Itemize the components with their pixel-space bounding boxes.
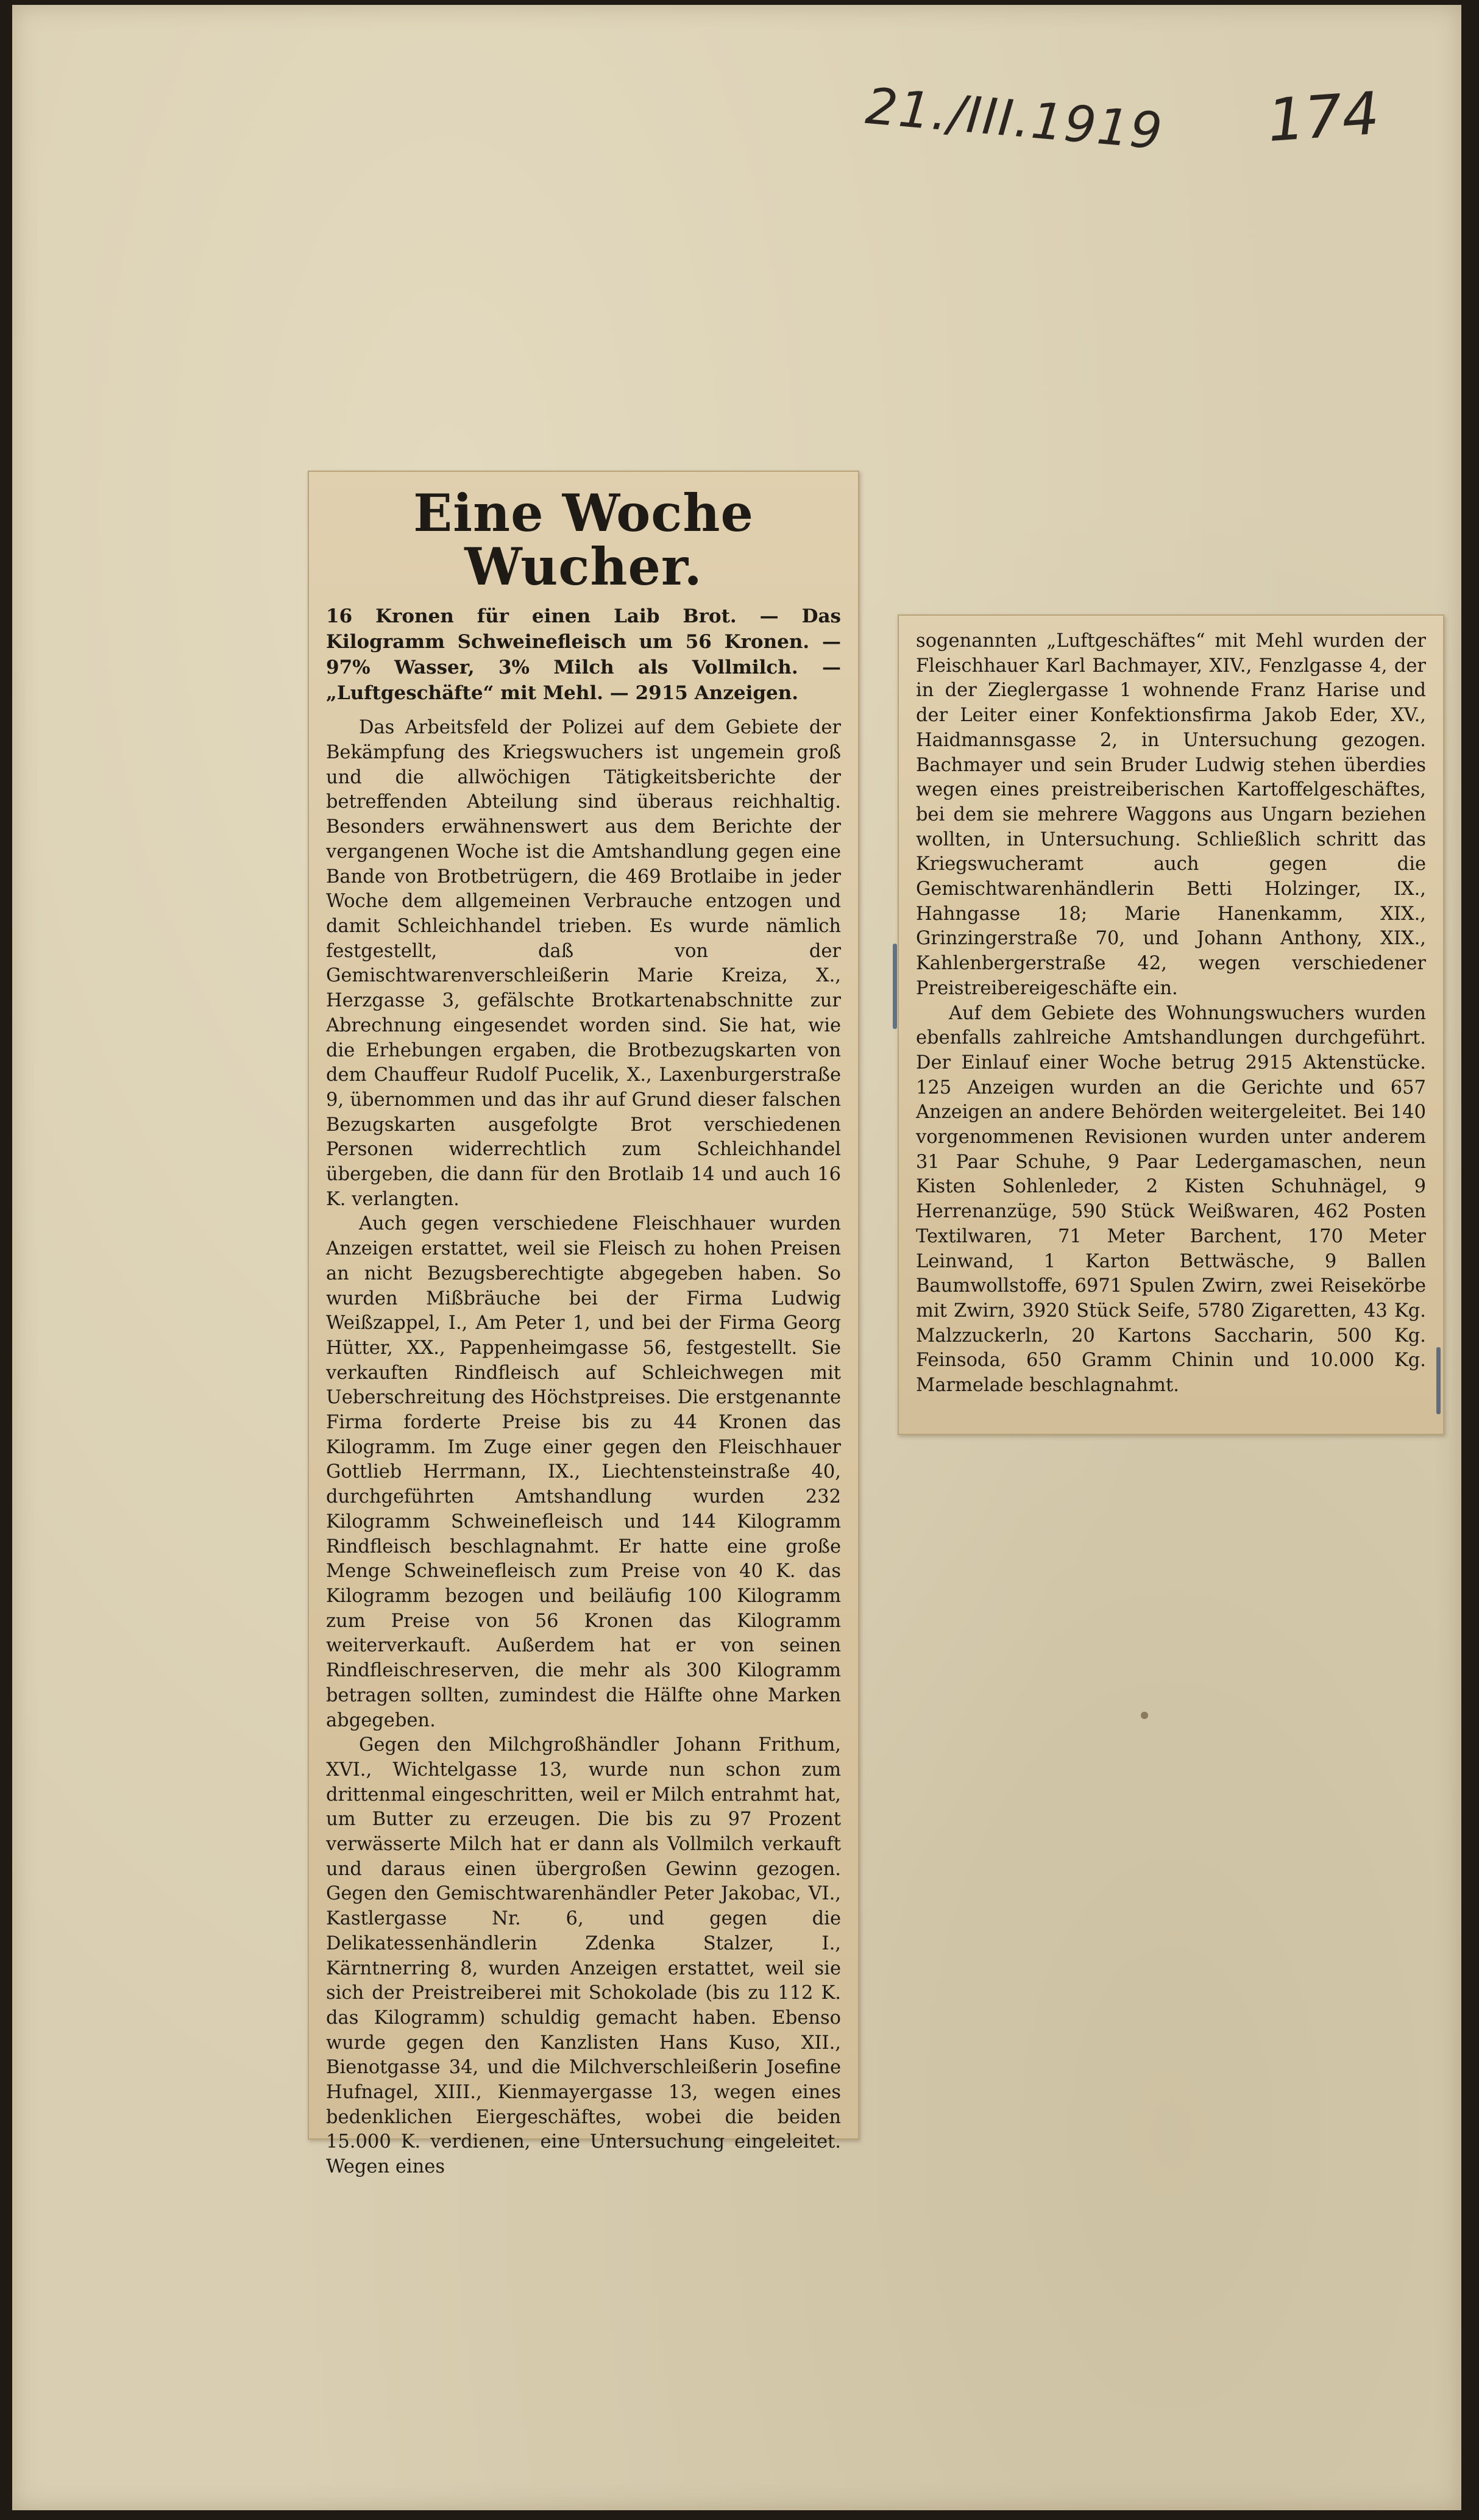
article-body-left [326, 716, 841, 2179]
pin-hole [1141, 1712, 1148, 1719]
handwritten-date: 21./III.1919 [863, 77, 1166, 162]
newspaper-clipping-right [898, 614, 1444, 1435]
blue-pencil-mark [1436, 1347, 1441, 1414]
newspaper-clipping-left [308, 471, 859, 2178]
blue-pencil-mark [893, 944, 897, 1029]
article-paragraph: Das Arbeitsfeld der Polizei auf dem Gebiete der Bekämpfung des Kriegswuchers ist ungemein groß und die allwöchigen Tätigkeitsberichte der betreffenden Abteilung sind überaus reichhaltig. Besonders erwähnenswert aus dem Berichte der vergangenen Woche ist die Amtshandlung gegen eine Bande von Brotbetrügern, die 469 Brotlaibe in jeder Woche dem allgemeinen Verbrauche entzogen und damit Schleichhandel trieben. Es wurde nämlich festgestellt, daß von der Gemischtwarenverschleißerin Marie Kreiza, X., Herzgasse 3, gefälschte Brotkartenabschnitte zur Abrechnung eingesendet worden sind. Sie hat, wie die Erhebungen ergaben, die Brotbezugskarten von dem Chauffeur Rudolf Pucelik, X., Laxenburgerstraße 9, übernommen und das ihr auf Grund dieser falschen Bezugskarten ausgefolgte Brot verschiedenen Personen widerrechtlich zum Schleichhandel übergeben, die dann für den Brotlaib 14 und auch 16 K. verlangten. [326, 717, 841, 1210]
article-paragraph: Gegen den Milchgroßhändler Johann Frithum, XVI., Wichtelgasse 13, wurde nun schon zum drittenmal eingeschritten, weil er Milch entrahmt hat, um Butter zu erzeugen. Die bis zu 97 Prozent verwässerte Milch hat er dann als Vollmilch verkauft und daraus einen übergroßen Gewinn gezogen. Gegen den Gemischtwarenhändler Peter Jakobac, VI., Kastlergasse Nr. 6, und gegen die Delikatessenhändlerin Zdenka Stalzer, I., Kärntnerring 8, wurden Anzeigen erstattet, weil sie sich der Preistreiberei mit Schokolade (bis zu 112 K. das Kilogramm) schuldig gemacht haben. Ebenso wurde gegen den Kanzlisten Hans Kuso, XII., Bienotgasse 34, und die Milchverschleißerin Josefine Hufnagel, XIII., Kienmayergasse 13, wegen eines bedenklichen Eiergeschäftes, wobei die beiden 15.000 K. verdienen, eine Untersuchung eingeleitet. Wegen eines [326, 1734, 841, 2178]
article-paragraph: Auf dem Gebiete des Wohnungswuchers wurden ebenfalls zahlreiche Amtshandlungen durchgeführt. Der Einlauf einer Woche betrug 2915 Aktenstücke. 125 Anzeigen wurden an die Gerichte und 657 Anzeigen an andere Behörden weitergeleitet. Bei 140 vorgenommenen Revisionen wurden unter anderem 31 Paar Schuhe, 9 Paar Ledergamaschen, neun Kisten Sohlenleder, 2 Kisten Schuhnägel, 9 Herrenanzüge, 590 Stück Weißwaren, 462 Posten Textilwaren, 71 Meter Barchent, 170 Meter Leinwand, 1 Karton Bettwäsche, 9 Ballen Baumwollstoffe, 6971 Spulen Zwirn, zwei Reisekörbe mit Zwirn, 3920 Stück Seife, 5780 Zigaretten, 43 Kg. Malzzuckerln, 20 Kartons Saccharin, 500 Kg. Feinsoda, 650 Gramm Chinin und 10.000 Kg. Marmelade beschlagnahmt. [916, 1002, 1426, 1397]
article-paragraph: sogenannten „Luftgeschäftes“ mit Mehl wurden der Fleischhauer Karl Bachmayer, XIV., Fenzlgasse 4, der in der Zieglergasse 1 wohnende Franz Harise und der Leiter einer Konfektionsfirma Jakob Eder, XV., Haidmannsgasse 2, in Untersuchung gezogen. Bachmayer und sein Bruder Ludwig stehen überdies wegen eines preistreiberischen Kartoffelgeschäftes, bei dem sie mehrere Waggons aus Ungarn beziehen wollten, in Untersuchung. Schließlich schritt das Kriegswucheramt auch gegen die Gemischtwarenhändlerin Betti Holzinger, IX., Hahngasse 18; Marie Hanenkamm, XIX., Grinzingerstraße 70, und Johann Anthony, XIX., Kahlenbergerstraße 42, wegen verschiedener Preistreibereigeschäfte ein. [916, 630, 1426, 999]
article-paragraph: Auch gegen verschiedene Fleischhauer wurden Anzeigen erstattet, weil sie Fleisch zu hohen Preisen an nicht Bezugsberechtigte abgegeben haben. So wurden Mißbräuche bei der Firma Ludwig Weißzappel, I., Am Peter 1, und bei der Firma Georg Hütter, XX., Pappenheimgasse 56, festgestellt. Sie verkauften Rindfleisch auf Schleichwegen mit Ueberschreitung des Höchstpreises. Die erstgenannte Firma forderte Preise bis zu 44 Kronen das Kilogramm. Im Zuge einer gegen den Fleischhauer Gottlieb Herrmann, IX., Liechtensteinstraße 40, durchgeführten Amtshandlung wurden 232 Kilogramm Schweinefleisch und 144 Kilogramm Rindfleisch beschlagnahmt. Er hatte eine große Menge Schweinefleisch zum Preise von 40 K. das Kilogramm bezogen und beiläufig 100 Kilogramm zum Preise von 56 Kronen das Kilogramm weiterverkauft. Außerdem hat er von seinen Rindfleischreserven, die mehr als 300 Kilogramm betragen sollten, zumindest die Hälfte ohne Marken abgegeben. [326, 1213, 841, 1731]
article-headline: Eine Woche Wucher. [413, 483, 754, 597]
handwritten-folio-number: 174 [1265, 79, 1381, 155]
article-subheadline: 16 Kronen für einen Laib Brot. — Das Kilogramm Schweinefleisch um 56 Kronen. — 97% Wasser, 3% Milch als Vollmilch. — „Luftgeschäfte“ mit Mehl. — 2915 Anzeigen. [326, 605, 841, 705]
article-body-right [916, 629, 1426, 1398]
